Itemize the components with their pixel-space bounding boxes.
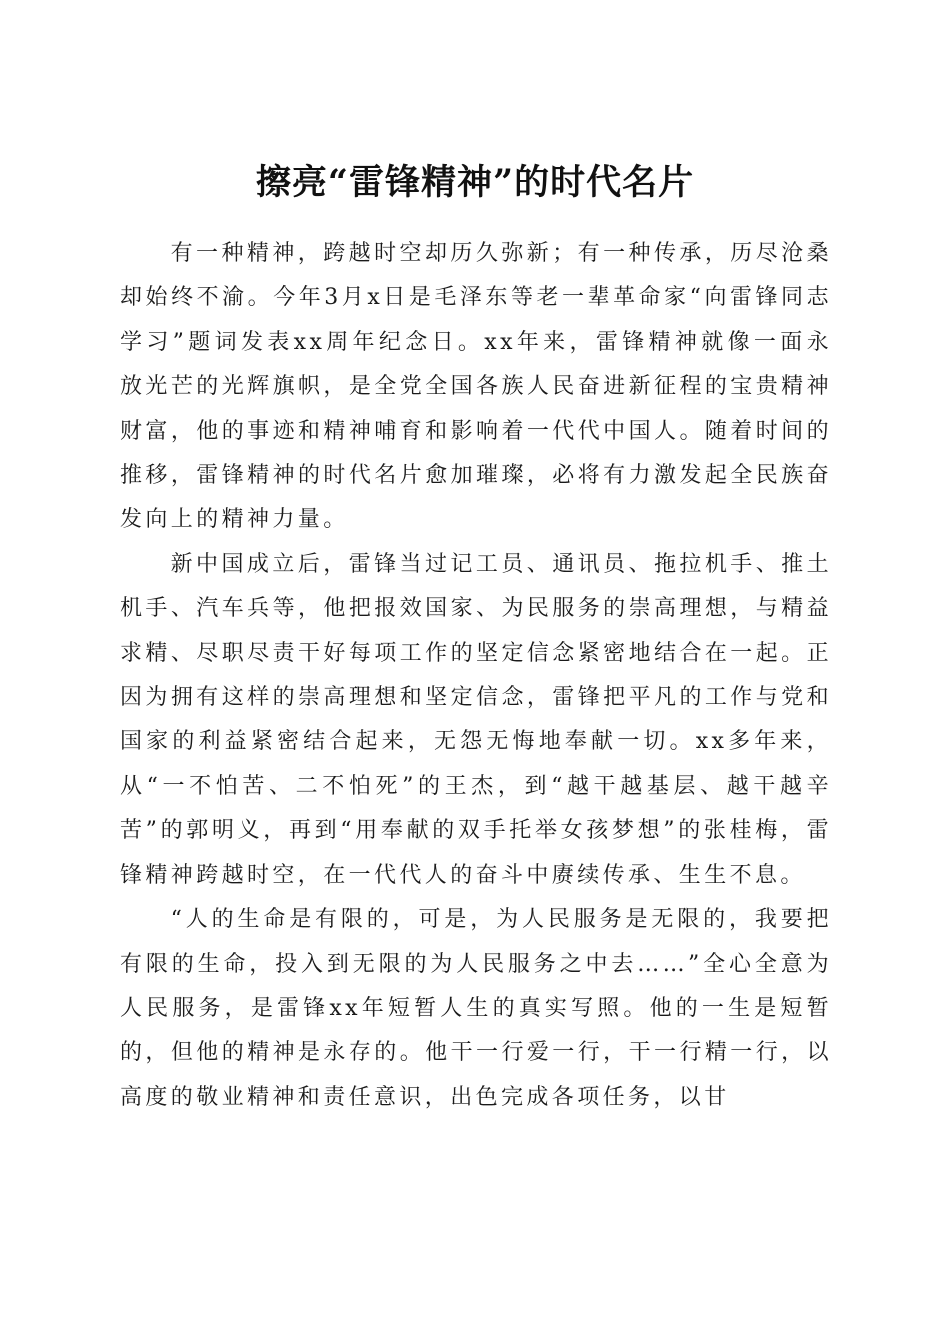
paragraph-history: 新中国成立后，雷锋当过记工员、通讯员、拖拉机手、推土机手、汽车兵等，他把报效国家、为民服务的崇高理想，与精益求精、尽职尽责干好每项工作的坚定信念紧密地结合在一起。正因为拥有这样的崇高理想和坚定信念，雷锋把平凡的工作与党和国家的利益紧密结合起来，无怨无悔地奉献一切。xx多年来，从“一不怕苦、二不怕死”的王杰，到“越干越基层、越干越辛苦”的郭明义，再到“用奉献的双手托举女孩梦想”的张桂梅，雷锋精神跨越时空，在一代代人的奋斗中赓续传承、生生不息。 <box>120 551 832 888</box>
paragraph-quote: “人的生命是有限的，可是，为人民服务是无限的，我要把有限的生命，投入到无限的为人民服务之中去……”全心全意为人民服务，是雷锋xx年短暂人生的真实写照。他的一生是短暂的，但他的精神是永存的。他干一行爱一行，干一行精一行，以高度的敬业精神和责任意识，出色完成各项任务，以甘 <box>120 907 832 1110</box>
paragraph-intro: 有一种精神，跨越时空却历久弥新；有一种传承，历尽沧桑却始终不渝。今年3月x日是毛泽东等老一辈革命家“向雷锋同志学习”题词发表xx周年纪念日。xx年来，雷锋精神就像一面永放光芒的光辉旗帜，是全党全国各族人民奋进新征程的宝贵精神财富，他的事迹和精神哺育和影响着一代代中国人。随着时间的推移，雷锋精神的时代名片愈加璀璨，必将有力激发起全民族奋发向上的精神力量。 <box>120 241 832 533</box>
document-title: 擦亮“雷锋精神”的时代名片 <box>255 162 695 204</box>
document-body <box>120 232 832 1120</box>
